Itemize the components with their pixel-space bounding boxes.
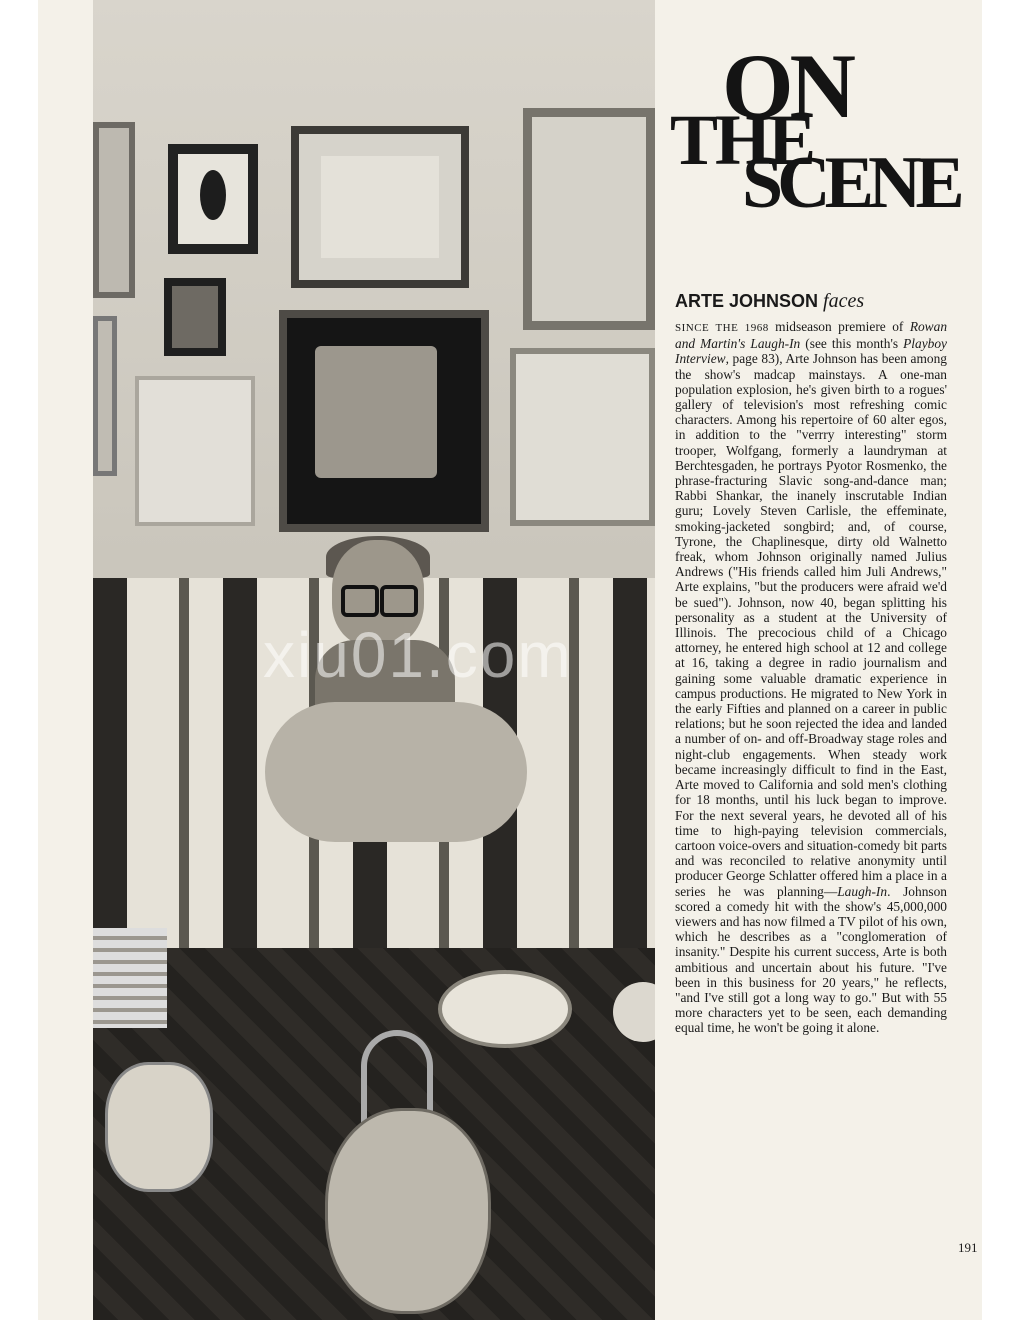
- eyeglasses: [341, 585, 379, 617]
- article-text: midseason premiere of: [768, 319, 910, 334]
- book-stack: [93, 928, 167, 1028]
- headline-name: ARTE JOHNSON: [675, 291, 819, 311]
- person-legs: [265, 702, 527, 842]
- section-title-the: THE: [670, 100, 814, 180]
- article-text: (see this month's: [800, 336, 904, 352]
- article-lead: SINCE THE 1968: [675, 322, 769, 334]
- picture-frame: [93, 316, 117, 476]
- picture-frame-relief: [279, 310, 489, 532]
- article-text: , page 83), Arte Johnson has been among the show's madcap mainstays. A one-man population explosion, he's given birth to a rogues' gallery of television's most refreshing comic characters. Among his repertoire of 60 alter egos, in addition to the "verrry interesting" storm trooper, Wolfgang, formerly a laundryman at Berchtesgaden, he portrays Pyotor Rosmenko, the phrase-fracturing Slavic song-and-dance man; Rabbi Shankar, the inanely inscrutable Indian guru; Lovely Steven Carlisle, the effeminate, smoking-jacketed songbird; and, of course, Tyrone, the Chaplinesque, dirty old Walnetto freak, whom Johnson originally named Julius Andrews ("His friends called him Juli Andrews," Arte explains, "but the producers were afraid we'd be sued"). Johnson, now 40, began splitting his personality as a student at the University of Illinois. The precocious child of a Chicago attorney, he entered high school at 12 and college at 16, taking a degree in radio journalism and gaining some valuable dramatic experience in campus productions. He migrated to New York in the early Fifties and planned on a career in public relations; but he soon rejected the idea and landed a number of on- and off-Broadway stage roles and night-club engagements. When steady work became increasingly difficult to find in the East, Arte moved to California and sold men's clothing for 18 months, until his luck began to improve. For the next several years, he devoted all of his time to high-paying television commercials, cartoon voice-overs and situation-comedy bit parts and was reconciled to relative anonymity until producer George Schlatter offered him a place in a series he was planning—: [675, 351, 947, 899]
- show-title-short: Laugh-In: [837, 883, 888, 899]
- picture-frame-sketch: [291, 126, 469, 288]
- show-title: Rowan and Martin's Laugh-In: [675, 319, 948, 352]
- picture-frame-cameo: [168, 144, 258, 254]
- picture-frame: [523, 108, 655, 330]
- portrait-photo: [93, 0, 655, 1320]
- glass-vase: [325, 1108, 491, 1314]
- article-headline: [675, 290, 947, 313]
- picture-frame-small: [164, 278, 226, 356]
- magazine-section-title: Playboy Interview: [675, 336, 947, 367]
- section-title-scene: SCENE: [742, 142, 959, 224]
- article: [675, 290, 947, 1036]
- decorative-plate: [438, 970, 572, 1048]
- ceramic-jar: [105, 1062, 213, 1192]
- picture-frame: [135, 376, 255, 526]
- headline-tag: faces: [823, 290, 865, 312]
- watermark: xiu01.com: [263, 619, 573, 691]
- page-number: 191: [958, 1240, 978, 1255]
- section-title-on: ON: [722, 35, 852, 137]
- article-body: [675, 319, 947, 1036]
- picture-frame: [93, 122, 135, 298]
- picture-frame: [510, 348, 655, 526]
- eyeglasses: [380, 585, 418, 617]
- article-text: . Johnson scored a comedy hit with the show's 45,000,000 viewers and has now filmed a TV pilot of his own, which he describes as a "conglomeration of insanity." Despite his current success, Arte is both ambitious and uncertain about his future. "I've been in this business for 20 years," he reflects, "and I've still got a long way to go." But with 55 more characters yet to be seen, each demanding equal time, he won't be going it alone.: [675, 883, 947, 1036]
